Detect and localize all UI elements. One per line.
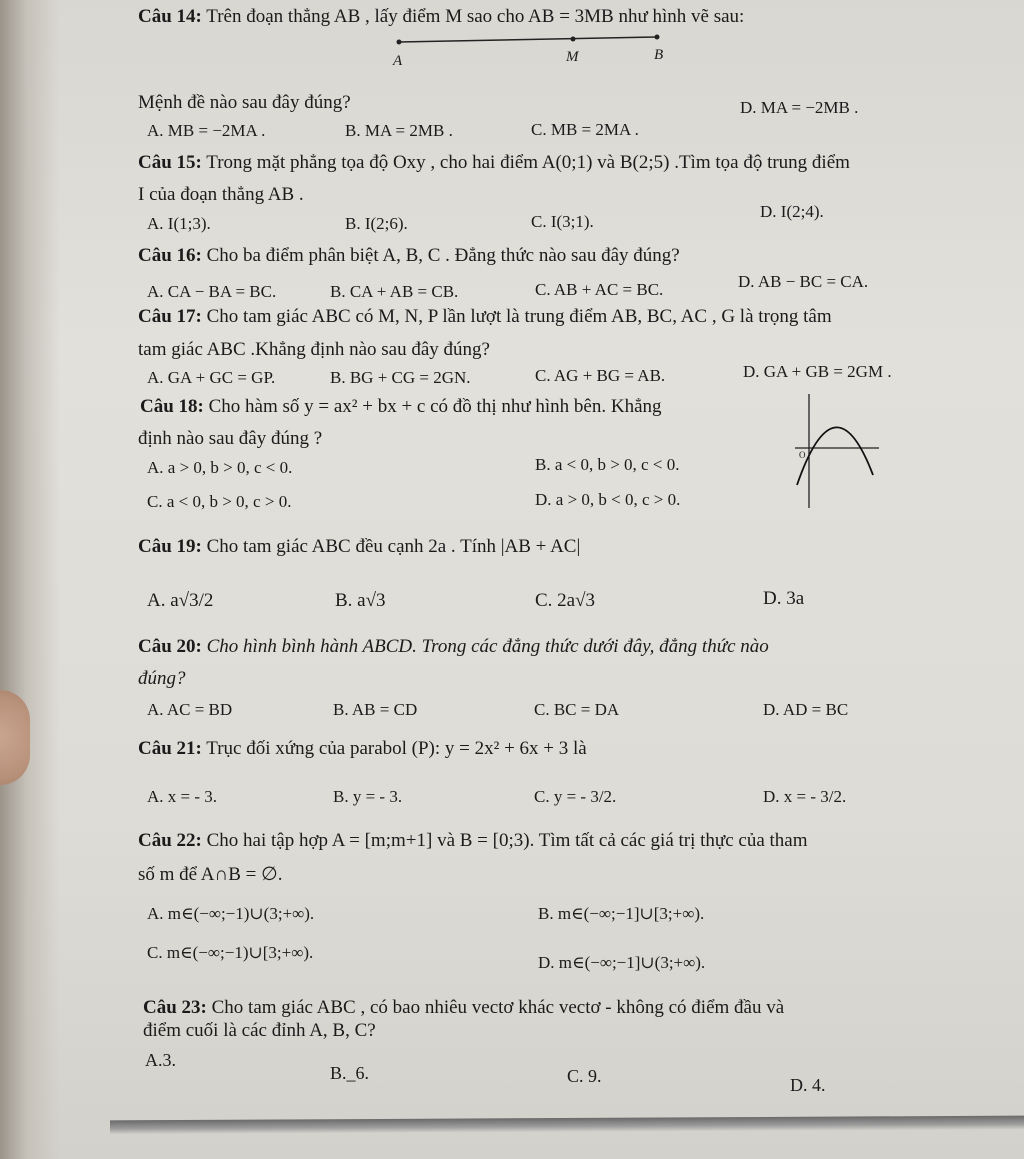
q20-text: Cho hình bình hành ABCD. Trong các đẳng thức dưới đây, đẳng thức nào	[206, 636, 769, 657]
q21-title: Câu 21:	[138, 738, 202, 759]
q22-option-d: D. m∈(−∞;−1]∪(3;+∞).	[538, 953, 706, 972]
q16-option-a: A. CA − BA = BC.	[147, 282, 277, 301]
fig-label-a: A	[393, 53, 403, 69]
q22-text-line2: số m để A∩B = ∅.	[138, 864, 283, 885]
q23-option-b: B._6.	[330, 1063, 370, 1083]
q16-option-d: D. AB − BC = CA.	[738, 272, 869, 291]
point-a	[397, 40, 402, 45]
q16-title: Câu 16:	[138, 245, 202, 266]
q22-option-b: B. m∈(−∞;−1]∪[3;+∞).	[538, 904, 705, 923]
q20-heading	[138, 636, 769, 659]
q17-option-b: B. BG + CG = 2GN.	[330, 368, 471, 387]
q15-title: Câu 15:	[138, 152, 202, 173]
q14-title: Câu 14:	[138, 6, 202, 27]
q19-title: Câu 19:	[138, 536, 202, 557]
point-m	[571, 37, 576, 42]
q17-option-a: A. GA + GC = GP.	[147, 368, 276, 387]
q14-prompt: Mệnh đề nào sau đây đúng?	[138, 92, 351, 113]
q21-option-c: C. y = - 3/2.	[534, 787, 617, 806]
q18-option-c: C. a < 0, b > 0, c > 0.	[147, 492, 292, 511]
q20-text-line2: đúng?	[138, 668, 186, 689]
q23-heading	[143, 997, 784, 1020]
q19-heading	[138, 536, 580, 559]
q14-option-b: B. MA = 2MB .	[345, 121, 453, 140]
q14-heading	[138, 6, 744, 29]
fig-label-m: M	[566, 49, 579, 65]
q18-text: Cho hàm số y = ax² + bx + c có đồ thị như hình bên. Khẳng	[208, 396, 662, 417]
q18-text-line2: định nào sau đây đúng ?	[138, 428, 323, 449]
q21-option-b: B. y = - 3.	[333, 787, 403, 806]
q14-text: Trên đoạn thẳng AB , lấy điểm M sao cho AB = 3MB như hình vẽ sau:	[206, 6, 745, 27]
q21-option-d: D. x = - 3/2.	[763, 787, 847, 806]
q14-option-c: C. MB = 2MA .	[531, 120, 639, 139]
q18-title: Câu 18:	[140, 396, 204, 417]
graph-origin-label: O	[799, 450, 806, 460]
q18-heading	[140, 396, 662, 419]
q18-option-d: D. a > 0, b < 0, c > 0.	[535, 490, 681, 509]
q17-title: Câu 17:	[138, 306, 202, 327]
q20-option-c: C. BC = DA	[534, 700, 620, 719]
q21-heading	[138, 738, 587, 761]
q22-text: Cho hai tập hợp A = [m;m+1] và B = [0;3). Tìm tất cả các giá trị thực của tham	[206, 830, 808, 851]
q14-option-d: D. MA = −2MB .	[740, 98, 859, 117]
q17-heading	[138, 306, 832, 329]
q20-option-b: B. AB = CD	[333, 700, 418, 719]
q16-option-c: C. AB + AC = BC.	[535, 280, 664, 299]
q15-option-d: D. I(2;4).	[760, 202, 824, 221]
q15-heading	[138, 152, 850, 175]
q15-text: Trong mặt phẳng tọa độ Oxy , cho hai điểm A(0;1) và B(2;5) .Tìm tọa độ trung điểm	[206, 152, 850, 173]
q16-option-b: B. CA + AB = CB.	[330, 282, 459, 301]
q22-option-a: A. m∈(−∞;−1)∪(3;+∞).	[147, 904, 315, 923]
q14-option-a: A. MB = −2MA .	[147, 121, 266, 140]
q16-text: Cho ba điểm phân biệt A, B, C . Đẳng thức nào sau đây đúng?	[206, 245, 680, 266]
point-b	[655, 35, 660, 40]
finger-edge	[0, 690, 30, 785]
q19-option-d: D. 3a	[763, 588, 805, 609]
q23-option-d: D. 4.	[790, 1075, 826, 1095]
q20-option-a: A. AC = BD	[147, 700, 233, 719]
q18-option-a: A. a > 0, b > 0, c < 0.	[147, 458, 293, 477]
q21-text: Trục đối xứng của parabol (P): y = 2x² + 6x + 3 là	[206, 738, 587, 759]
q20-title: Câu 20:	[138, 636, 202, 657]
paper-bottom-edge	[110, 1116, 1024, 1135]
q17-option-c: C. AG + BG = AB.	[535, 366, 666, 385]
q20-option-d: D. AD = BC	[763, 700, 849, 719]
q23-text: Cho tam giác ABC , có bao nhiêu vectơ khác vectơ - không có điểm đầu và	[211, 997, 785, 1018]
parabola-graph	[795, 390, 879, 510]
q15-option-c: C. I(3;1).	[531, 212, 594, 231]
q22-heading	[138, 830, 808, 853]
fig-label-b: B	[654, 47, 664, 63]
q19-option-a: A. a√3/2	[147, 590, 214, 611]
page-edge-shadow	[0, 0, 60, 1159]
q21-option-a: A. x = - 3.	[147, 787, 218, 806]
q16-heading	[138, 245, 680, 268]
q23-text-line2: điểm cuối là các đỉnh A, B, C?	[143, 1020, 376, 1041]
q17-text: Cho tam giác ABC có M, N, P lần lượt là trung điểm AB, BC, AC , G là trọng tâm	[206, 306, 832, 327]
q23-option-a: A.3.	[145, 1050, 176, 1070]
segment-figure	[385, 34, 685, 74]
q19-text: Cho tam giác ABC đều cạnh 2a . Tính |AB + AC|	[206, 536, 581, 557]
q19-option-b: B. a√3	[335, 590, 386, 611]
q23-option-c: C. 9.	[567, 1066, 602, 1086]
segment-line	[399, 37, 657, 42]
q22-title: Câu 22:	[138, 830, 202, 851]
q15-option-b: B. I(2;6).	[345, 214, 408, 233]
q22-option-c: C. m∈(−∞;−1)∪[3;+∞).	[147, 943, 314, 962]
q23-title: Câu 23:	[143, 997, 207, 1018]
q17-option-d: D. GA + GB = 2GM .	[743, 362, 892, 381]
q15-option-a: A. I(1;3).	[147, 214, 211, 233]
q15-text-line2: I của đoạn thẳng AB .	[138, 184, 304, 205]
q17-text-line2: tam giác ABC .Khẳng định nào sau đây đúng?	[138, 339, 490, 360]
q18-option-b: B. a < 0, b > 0, c < 0.	[535, 455, 680, 474]
q19-option-c: C. 2a√3	[535, 590, 596, 611]
